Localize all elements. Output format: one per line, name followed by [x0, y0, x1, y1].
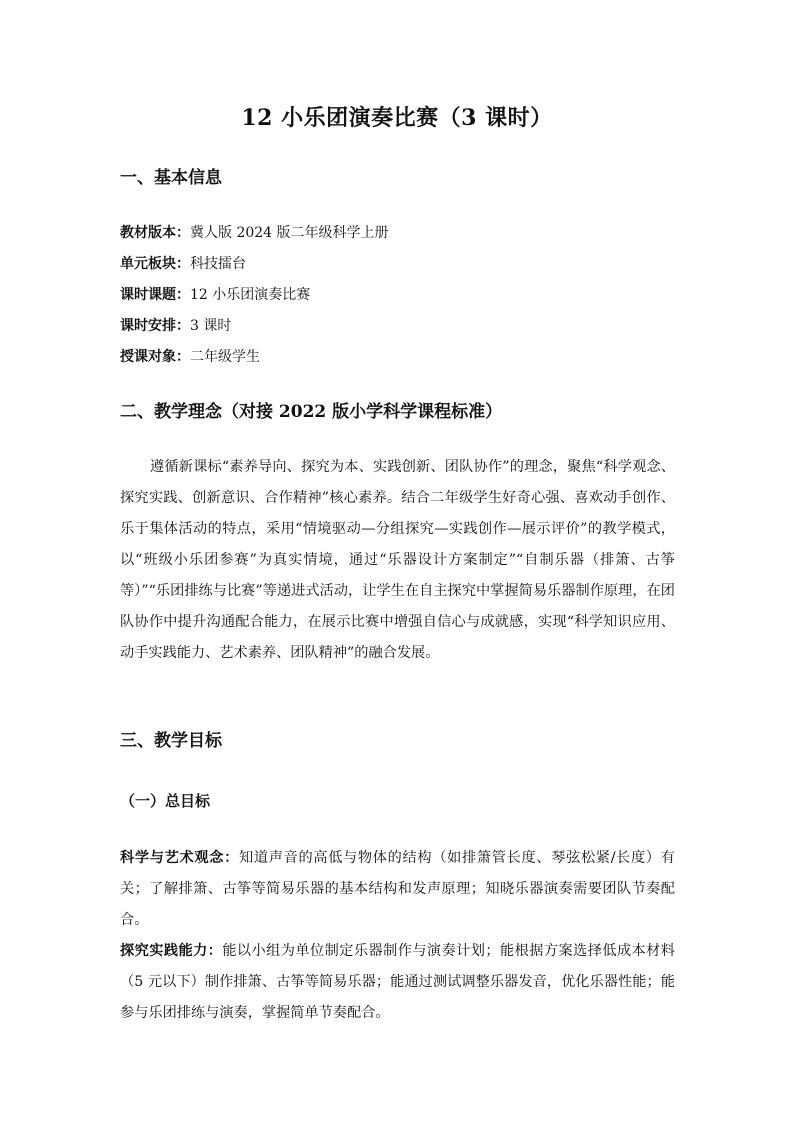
section-heading-basic-info: 一、基本信息: [120, 168, 222, 188]
objective-label: 科学与艺术观念：: [120, 850, 239, 866]
section-heading-teaching-philosophy: 二、教学理念（对接 2022 版小学科学课程标准）: [120, 402, 503, 422]
info-row-lesson-schedule: [120, 315, 231, 337]
info-row-textbook-version: [120, 222, 389, 244]
objective-text: 能以小组为单位制定乐器制作与演奏计划；能根据方案选择低成本材料（5 元以下）制作排箫、古筝等简易乐器；能通过测试调整乐器发音，优化乐器性能；能参与乐团排练与演奏，掌握简单节奏配合。: [120, 943, 675, 1021]
info-row-unit-module: [120, 253, 246, 275]
info-label: 课时安排：: [120, 318, 190, 334]
objective-text: 知道声音的高低与物体的结构（如排箫管长度、琴弦松紧/长度）有关；了解排箫、古筝等简易乐器的基本结构和发声原理；知晓乐器演奏需要团队节奏配合。: [120, 850, 675, 928]
objective-item-inquiry-practice: [120, 936, 675, 1029]
info-label: 单元板块：: [120, 256, 190, 272]
info-value: 冀人版 2024 版二年级科学上册: [190, 225, 389, 241]
info-value: 12 小乐团演奏比赛: [190, 287, 311, 303]
info-row-lesson-topic: [120, 284, 310, 306]
info-label: 课时课题：: [120, 287, 190, 303]
info-value: 科技擂台: [190, 256, 246, 272]
info-label: 授课对象：: [120, 349, 190, 365]
objective-item-science-art: [120, 843, 675, 936]
info-value: 二年级学生: [190, 349, 260, 365]
info-label: 教材版本：: [120, 225, 190, 241]
page-title: 12 小乐团演奏比赛（3 课时）: [241, 105, 553, 131]
objective-label: 探究实践能力：: [120, 943, 223, 959]
section-heading-teaching-objectives: 三、教学目标: [120, 731, 222, 751]
subsection-heading-overall-goals: （一）总目标: [120, 792, 211, 810]
philosophy-paragraph: 遵循新课标“素养导向、探究为本、实践创新、团队协作”的理念，聚焦“科学观念、探究实践、创新意识、合作精神”核心素养。结合二年级学生好奇心强、喜欢动手创作、乐于集体活动的特点，采用“情境驱动—分组探究—实践创作—展示评价”的教学模式，以“班级小乐团参赛”为真实情境，通过“乐器设计方案制定”“自制乐器（排箫、古筝等）”“乐团排练与比赛”等递进式活动，让学生在自主探究中掌握简易乐器制作原理，在团队协作中提升沟通配合能力，在展示比赛中增强自信心与成就感，实现“科学知识应用、动手实践能力、艺术素养、团队精神”的融合发展。: [120, 459, 675, 661]
info-row-audience: [120, 346, 260, 368]
info-value: 3 课时: [190, 318, 232, 334]
